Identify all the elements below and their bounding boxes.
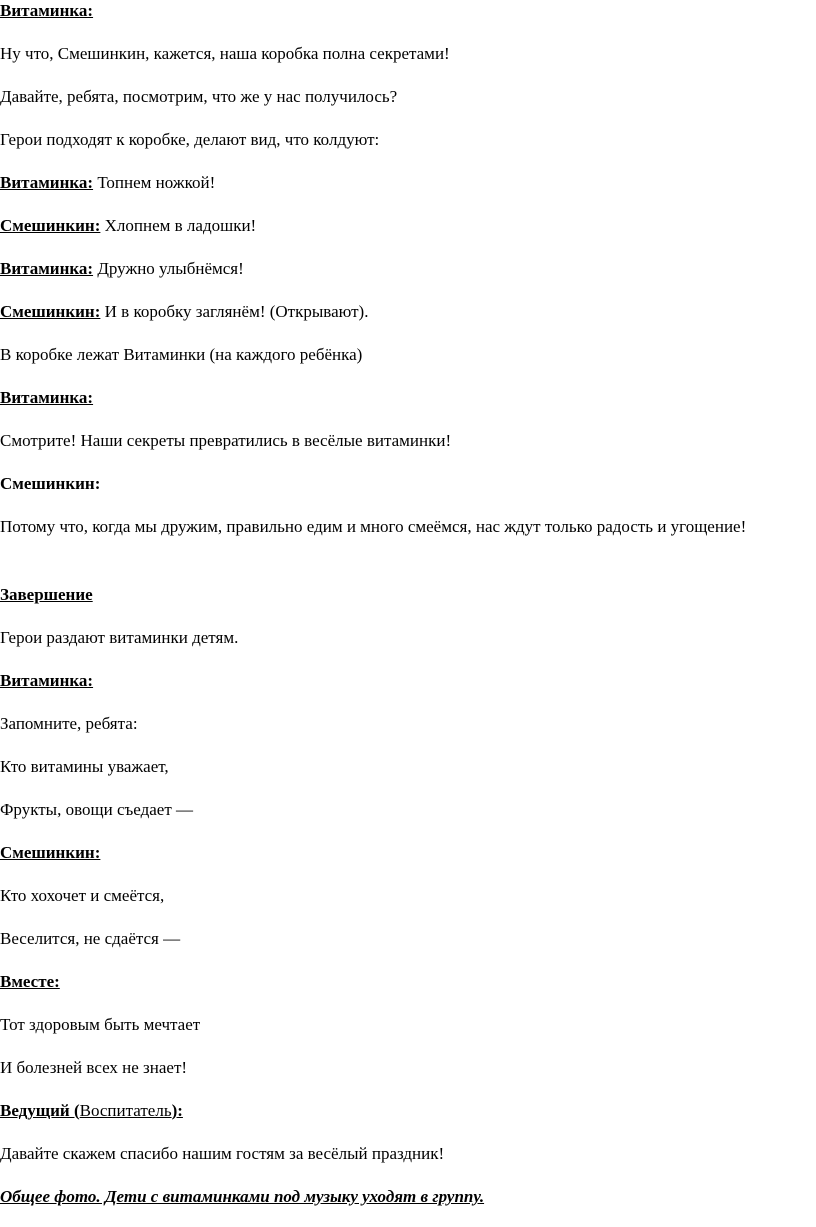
speaker-label — [0, 471, 100, 497]
speaker-label — [0, 969, 60, 995]
speaker-smeshinkin: Смешинкин: — [0, 302, 101, 321]
dialogue-line — [0, 256, 244, 282]
speaker-vitaminka: Витаминка: — [0, 388, 94, 407]
dialogue-line: Давайте, ребята, посмотрим, что же у нас получилось? — [0, 87, 398, 106]
stage-direction: Герои раздают витаминки детям. — [0, 628, 239, 647]
dialogue-text: Топнем ножкой! — [93, 173, 216, 192]
verse-line: Тот здоровым быть мечтает — [0, 1015, 201, 1034]
speaker-vitaminka: Витаминка: — [0, 671, 94, 690]
speaker-vitaminka: Витаминка: — [0, 173, 94, 192]
verse-line: Фрукты, овощи съедает — — [0, 800, 194, 819]
final-stage-direction — [0, 1184, 484, 1210]
verse-line: И болезней всех не знает! — [0, 1058, 188, 1077]
verse-line: Кто витамины уважает, — [0, 757, 169, 776]
dialogue-line: Давайте скажем спасибо нашим гостям за весёлый праздник! — [0, 1144, 445, 1163]
speaker-host-close: ): — [171, 1101, 183, 1120]
dialogue-text: И в коробку заглянём! (Открывают). — [100, 302, 369, 321]
dialogue-line: Смотрите! Наши секреты превратились в весёлые витаминки! — [0, 431, 452, 450]
stage-direction: В коробке лежат Витаминки (на каждого ребёнка) — [0, 345, 363, 364]
speaker-host-role: Воспитатель — [79, 1101, 172, 1120]
speaker-smeshinkin: Смешинкин: — [0, 843, 101, 862]
speaker-together: Вместе: — [0, 972, 60, 991]
speaker-vitaminka: Витаминка: — [0, 259, 94, 278]
dialogue-line: Ну что, Смешинкин, кажется, наша коробка полна секретами! — [0, 44, 450, 63]
dialogue-line: Потому что, когда мы дружим, правильно едим и много смеёмся, нас ждут только радость и угощение! — [0, 517, 747, 536]
speaker-label — [0, 1098, 183, 1124]
verse-line: Веселится, не сдаётся — — [0, 929, 181, 948]
stage-direction: Герои подходят к коробке, делают вид, что колдуют: — [0, 130, 380, 149]
section-heading — [0, 582, 93, 608]
speaker-smeshinkin: Смешинкин: — [0, 474, 101, 493]
verse-line: Кто хохочет и смеётся, — [0, 886, 165, 905]
heading-conclusion: Завершение — [0, 585, 93, 604]
final-note: Общее фото. Дети с витаминками под музыку уходят в группу. — [0, 1187, 485, 1206]
speaker-label — [0, 385, 93, 411]
speaker-label — [0, 840, 100, 866]
dialogue-line: Запомните, ребята: — [0, 714, 138, 733]
speaker-vitaminka: Витаминка: — [0, 1, 94, 20]
dialogue-text: Хлопнем в ладошки! — [100, 216, 257, 235]
speaker-smeshinkin: Смешинкин: — [0, 216, 101, 235]
dialogue-line — [0, 299, 368, 325]
dialogue-line — [0, 170, 215, 196]
speaker-host: Ведущий ( — [0, 1101, 80, 1120]
dialogue-line — [0, 213, 256, 239]
dialogue-text: Дружно улыбнёмся! — [93, 259, 244, 278]
speaker-label — [0, 0, 93, 24]
speaker-label — [0, 668, 93, 694]
